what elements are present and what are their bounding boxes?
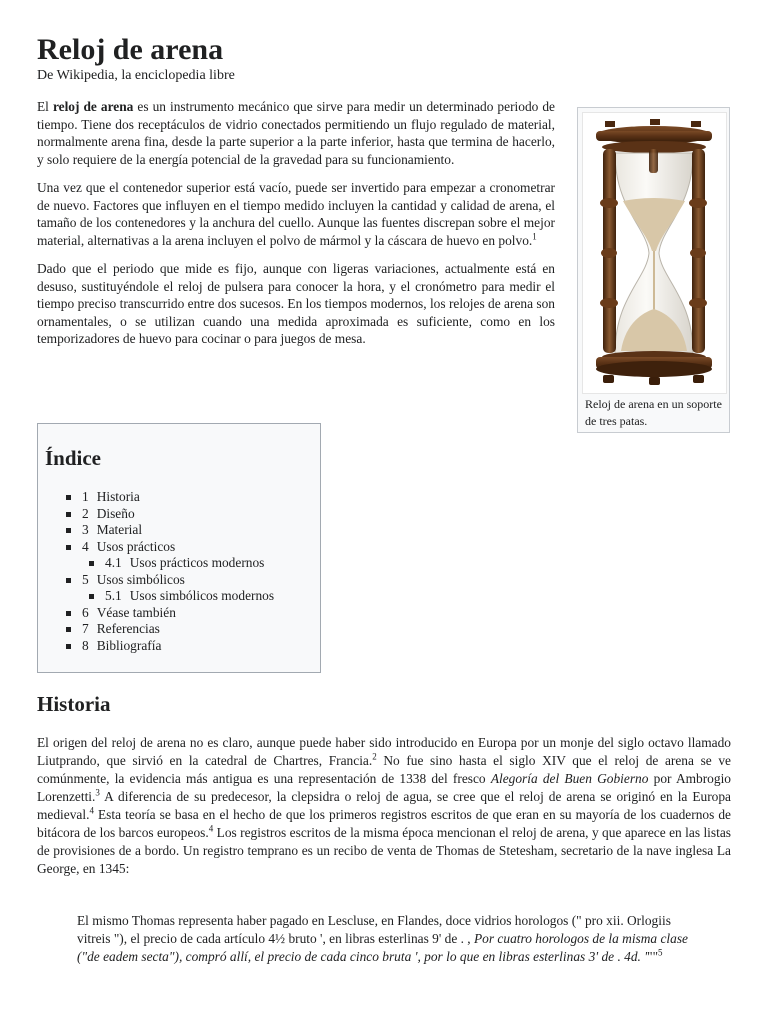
toc-number: 4 <box>82 538 89 554</box>
image-caption: Reloj de arena en un soporte de tres patas. <box>585 397 722 428</box>
page-subtitle: De Wikipedia, la enciclopedia libre <box>37 68 235 83</box>
historia-text: Los registros escritos de la misma época mencionan el reloj de arena, y que aparece en las listas de provisiones de a bordo. Un registro temprano es un recibo de venta de Thomas de Stetesham, secretario de la nave inglesa La George, en 1345: <box>37 825 731 876</box>
toc-item-vease-tambien[interactable] <box>66 605 274 622</box>
toc-item-usos-practicos[interactable] <box>66 539 274 572</box>
section-heading-historia: Historia <box>37 692 111 716</box>
historia-text: por Ambrogio Lorenzetti. <box>37 771 731 804</box>
quote-italic-text: Por cuatro horologos de la misma clase ("de eadem secta"), compró allí, el precio de cada cinco bruta ', por lo que en libras esterlinas 3' de . 4d. ' <box>77 931 688 964</box>
toc-number: 5.1 <box>105 588 122 603</box>
intro-text: El <box>37 99 53 114</box>
toc-number: 1 <box>82 489 89 504</box>
intro-bold-term: reloj de arena <box>52 99 134 114</box>
hourglass-image[interactable] <box>582 112 727 394</box>
toc-label: Material <box>96 522 143 537</box>
reference-link[interactable]: 1 <box>532 231 537 242</box>
toc-label: Referencias <box>96 621 160 636</box>
toc-item-historia[interactable] <box>66 489 274 506</box>
toc-list <box>66 489 274 654</box>
historia-text: No fue sino hasta el siglo XIV que el reloj de arena se ve comúnmente, la evidencia más antigua es una representación de 1338 del fresco <box>37 753 731 786</box>
toc-label: Usos simbólicos modernos <box>129 588 275 603</box>
reference-link[interactable]: 4 <box>89 805 94 816</box>
intro-paragraph-2 <box>37 179 555 249</box>
toc-item-bibliografia[interactable] <box>66 638 274 655</box>
fresco-title: Alegoría del Buen Gobierno <box>490 771 649 786</box>
image-thumbnail <box>577 107 730 433</box>
historia-text: A diferencia de su predecesor, la clepsidra o reloj de agua, se cree que el reloj de arena se originó en la Europa medieval. <box>37 789 731 822</box>
intro-section <box>37 98 555 359</box>
toc-number: 2 <box>82 505 89 521</box>
toc-number: 6 <box>82 604 89 620</box>
hourglass-icon <box>583 113 726 393</box>
toc-number: 5 <box>82 571 89 587</box>
toc-item-diseno[interactable] <box>66 506 274 523</box>
intro-paragraph-1 <box>37 98 555 168</box>
reference-link[interactable]: 3 <box>95 787 100 798</box>
toc-label: Historia <box>96 489 140 504</box>
toc-number: 4.1 <box>105 555 122 570</box>
toc-label: Bibliografía <box>96 637 162 653</box>
toc-title: Índice <box>45 446 102 470</box>
toc-item-usos-practicos-modernos[interactable] <box>89 555 274 572</box>
toc-item-usos-simbolicos[interactable] <box>66 572 274 605</box>
toc-label: Usos prácticos modernos <box>129 555 265 570</box>
toc-item-usos-simbolicos-modernos[interactable] <box>89 588 274 605</box>
toc-number: 3 <box>82 522 89 537</box>
historia-text: Esta teoría se basa en el hecho de que los primeros registros escritos de que eran en su mayoría de los cuadernos de bitácora de los barcos europeos. <box>37 807 731 840</box>
page-title: Reloj de arena <box>37 33 224 66</box>
reference-link[interactable]: 5 <box>658 947 663 958</box>
toc-item-material[interactable] <box>66 522 274 539</box>
intro-paragraph-3: Dado que el periodo que mide es fijo, aunque con ligeras variaciones, actualmente está en desuso, sustituyéndole el reloj de pulsera para conocer la hora, y el cronómetro para medir el tiempo preciso transcurrido entre dos sucesos. En los tiempos modernos, los relojes de arena son ornamentales, o se utilizan cuando una medida aproximada es suficiente, como en los temporizadores de huevo para cocinar o para juegos de mesa. <box>37 261 555 346</box>
toc-label: Usos simbólicos <box>96 571 185 587</box>
toc-sublist <box>89 555 274 572</box>
reference-link[interactable]: 2 <box>372 751 377 762</box>
toc-number: 7 <box>82 621 89 636</box>
toc-item-referencias[interactable] <box>66 621 274 638</box>
quote-text: El mismo Thomas representa haber pagado en Lescluse, en Flandes, doce vidrios horologos (" pro xii. Orlogiis vitreis "), el precio de cada artículo 4½ bruto ', en libras esterlinas 9' de . , <box>77 913 671 946</box>
reference-link[interactable]: 4 <box>208 823 214 834</box>
toc-sublist <box>89 588 274 605</box>
historia-text: El origen del reloj de arena no es claro, aunque puede haber sido introducido en Europa por un monje del siglo octavo llamado Liutprando, que sirvió en la catedral de Chartres, Francia. <box>37 735 731 768</box>
toc-label: Usos prácticos <box>96 538 176 554</box>
historia-quote <box>77 912 693 966</box>
toc-label: Véase también <box>96 604 176 620</box>
toc-number: 8 <box>82 637 89 653</box>
toc-label: Diseño <box>96 505 135 521</box>
intro-text: es un instrumento mecánico que sirve para medir un determinado periodo de tiempo. Tiene dos receptáculos de vidrio conectados permitiendo un flujo regulado de material, normalmente arena fina, desde la parte superior a la parte inferior, hasta que termina de hacerlo, y solo requiere de la energía potencial de la gravedad para su funcionamiento. <box>37 99 556 167</box>
historia-paragraph <box>37 734 731 878</box>
table-of-contents <box>37 423 321 673</box>
quote-end: "" <box>647 949 659 964</box>
intro-text: Una vez que el contenedor superior está vacío, puede ser invertido para empezar a cronometrar de nuevo. Factores que influyen en el tiempo medido incluyen la cantidad y calidad de arena, el tamaño de los contenedores y la anchura del cuello. Aunque las fuentes discrepan sobre el mejor material, alternativas a la arena incluyen el polvo de mármol y la cáscara de huevo en polvo. <box>37 180 555 248</box>
